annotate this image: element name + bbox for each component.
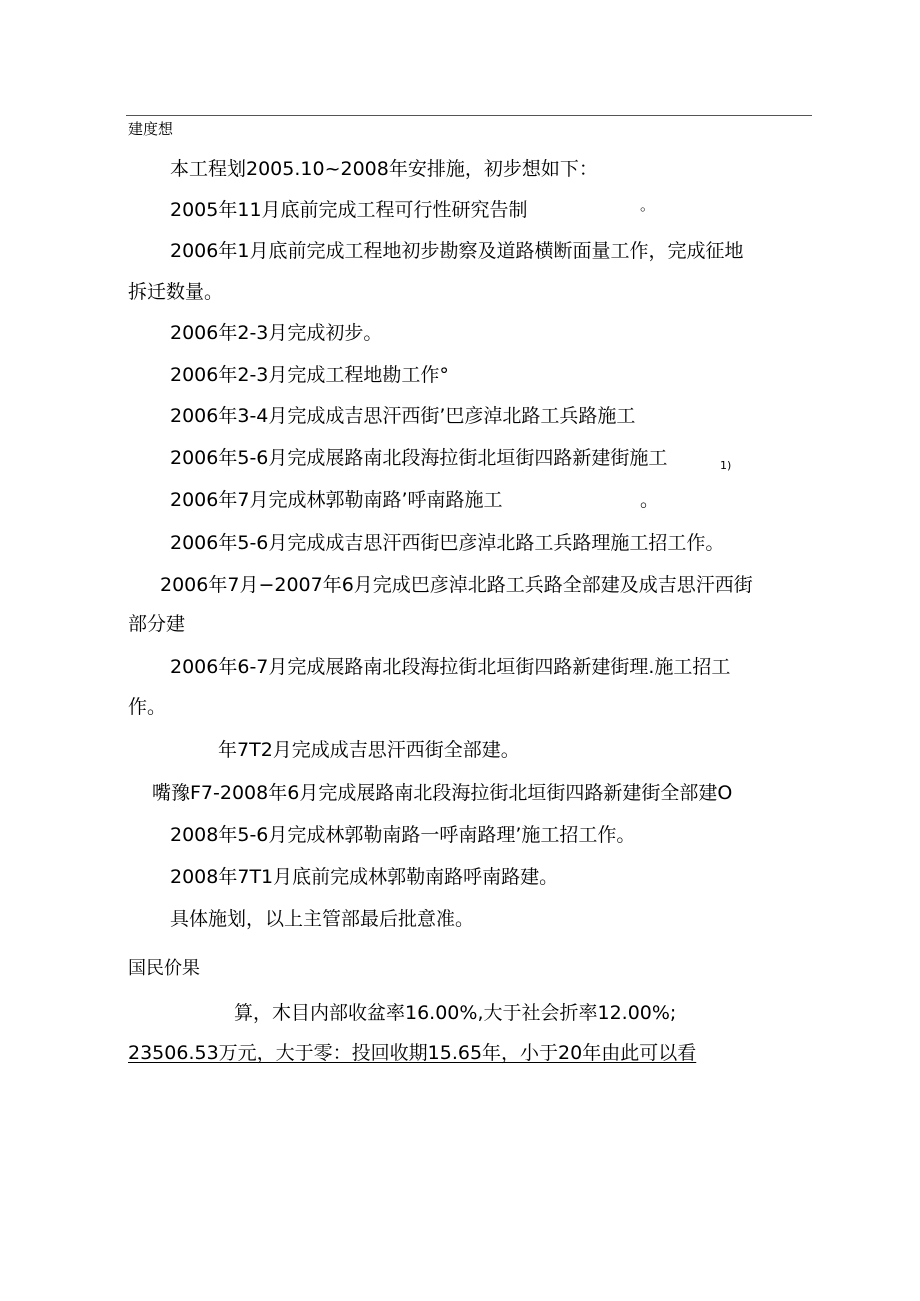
plan-item-build-1-cont: 部分建 (128, 613, 186, 635)
plan-item-survey: 2006年1月底前完成工程地初步勘察及道路横断面量工作，完成征地 (170, 240, 744, 262)
plan-item-tender-2-cont: 作。 (128, 696, 167, 718)
plan-item-tender-1: 2006年5-6月完成成吉思汗西街巴彦淖北路工兵路理施工招工作。 (170, 532, 725, 554)
plan-item-feasibility-period: 。 (640, 196, 656, 214)
section-fragment: 建度想 (128, 120, 174, 138)
header-rule (126, 115, 812, 116)
plan-item-survey-cont: 拆迁数量。 (128, 281, 224, 303)
evaluation-line-1: 算，木目内部收盆率16.00%,大于社会折率12.00%; (234, 1002, 677, 1024)
section-title: 国民价果 (128, 958, 200, 979)
plan-item-construction-3-period: 。 (640, 489, 660, 511)
plan-item-construction-1: 2006年3-4月完成成吉思汗西街’巴彦淖北路工兵路施工 (170, 405, 636, 427)
evaluation-line-2: 23506.53万元，大于零：投回收期15.65年，小于20年由此可以看 (128, 1042, 697, 1064)
plan-item-build-1: 2006年7月−2007年6月完成巴彦淖北路工兵路全部建及成吉思汗西街 (160, 574, 753, 596)
plan-item-build-3: 嘴豫F7-2008年6月完成展路南北段海拉街北垣街四路新建街全部建O (152, 782, 733, 804)
plan-item-tender-3: 2008年5-6月完成林郭勒南路一呼南路理’施工招工作。 (170, 824, 636, 846)
plan-approval-note: 具体施划，以上主管部最后批意准。 (170, 908, 475, 930)
plan-item-geology: 2006年2-3月完成工程地勘工作° (170, 364, 449, 386)
plan-item-construction-2-note: 1) (720, 459, 732, 472)
plan-item-feasibility: 2005年11月底前完成工程可行性研究告制 (170, 199, 528, 221)
plan-item-construction-3: 2006年7月完成林郭勒南路’呼南路施工 (170, 489, 503, 511)
plan-item-build-2: 年7T2月完成成吉思汗西街全部建。 (218, 739, 520, 761)
plan-item-build-4: 2008年7T1月底前完成林郭勒南路呼南路建。 (170, 866, 559, 888)
plan-item-tender-2: 2006年6-7月完成展路南北段海拉街北垣街四路新建街理.施工招工 (170, 656, 731, 678)
plan-item-preliminary: 2006年2-3月完成初步。 (170, 322, 383, 344)
plan-intro: 本工程划2005.10~2008年安排施，初步想如下： (170, 158, 598, 180)
plan-item-construction-2: 2006年5-6月完成展路南北段海拉街北垣街四路新建街施工 (170, 447, 668, 469)
